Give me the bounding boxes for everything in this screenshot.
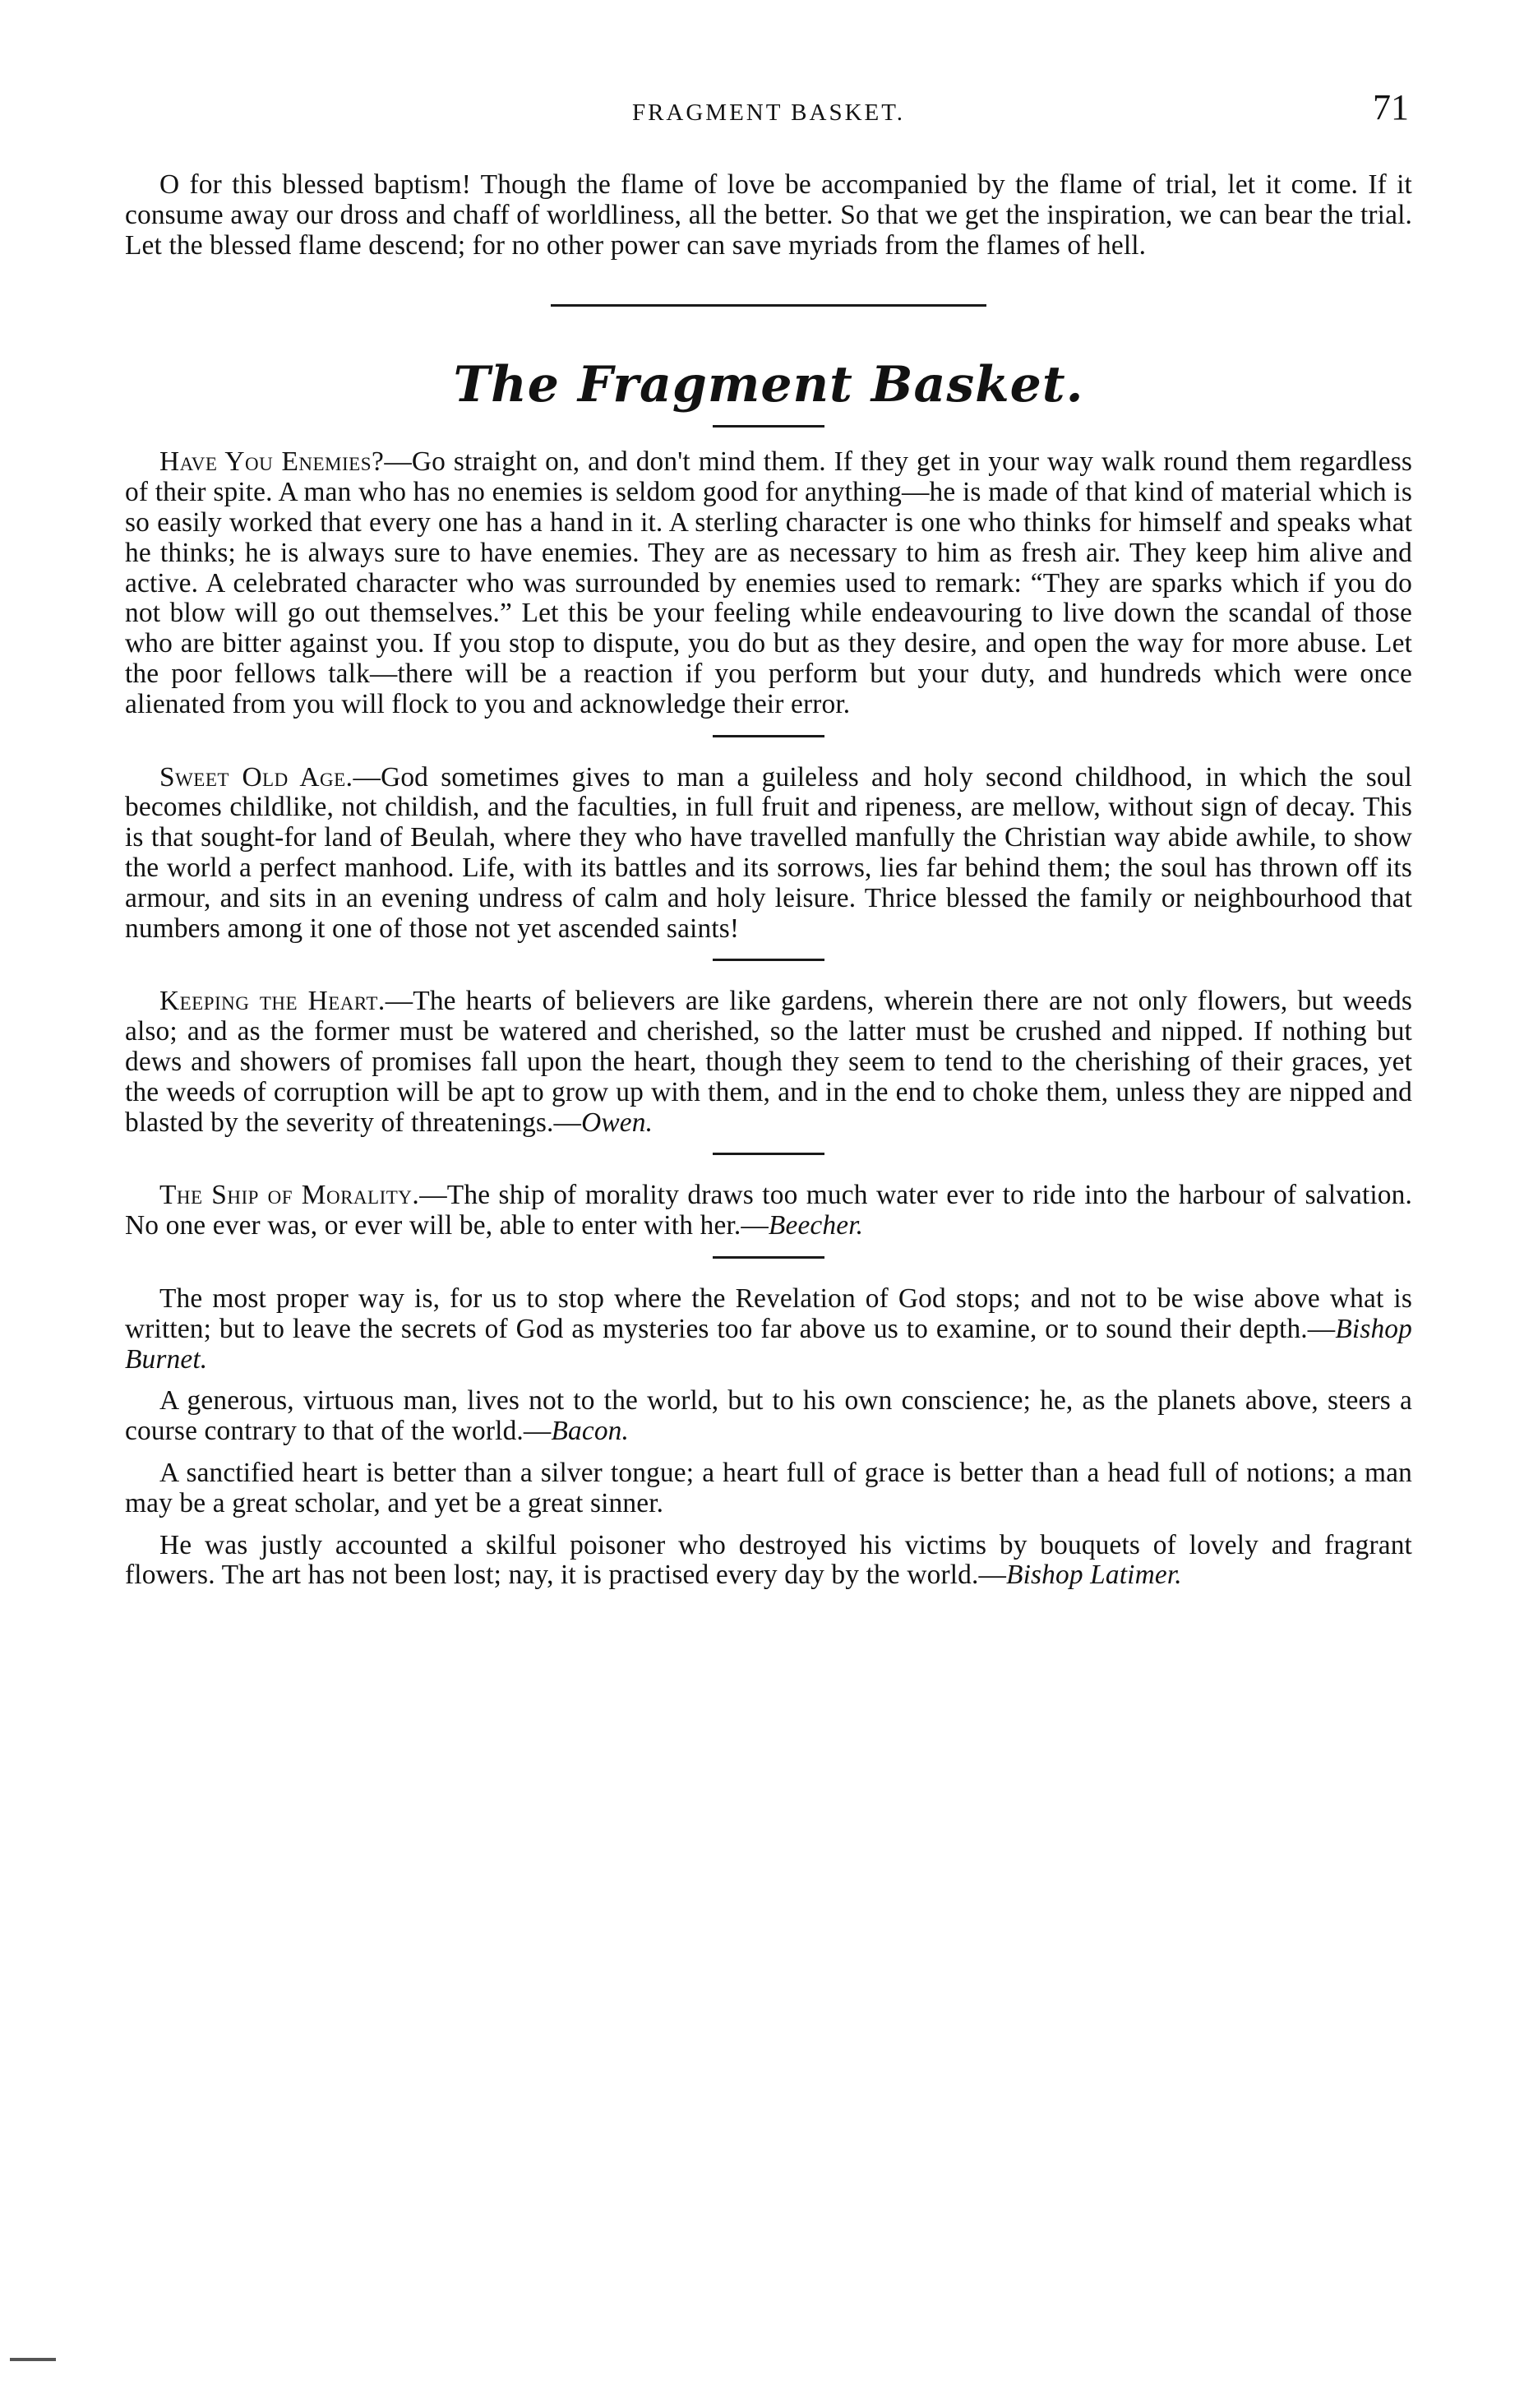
section-title: The Fragment Basket. (453, 356, 1084, 414)
article-attribution: Owen. (581, 1107, 653, 1138)
article-divider (713, 735, 824, 737)
article-divider (713, 1256, 824, 1259)
saying-attribution: Bacon. (551, 1416, 630, 1447)
article-lead: Keeping the Heart. (159, 986, 386, 1017)
saying-paragraph (125, 1284, 1412, 1375)
running-title: FRAGMENT BASKET. (631, 99, 906, 126)
saying-text: A generous, virtuous man, lives not to the world, but to his own conscience; he, as the planets above, steers a course contrary to that of the world.— (125, 1385, 1412, 1447)
article-text: —God sometimes gives to man a guileless and holy second childhood, in which the soul becomes childlike, not childish, and the faculties, in full fruit and ripeness, are mellow, without sign of decay. This is that sought-for land of Beulah, where they who have travelled manfully the Christian way abide awhile, to show the world a perfect manhood. Life, with its battles and its sorrows, lies far behind them; the soul has thrown off its armour, and sits in an evening undress of calm and holy leisure. Thrice blessed the family or neighbourhood that numbers among it one of those not yet ascended saints! (125, 761, 1412, 944)
article-lead: Have You Enemies? (159, 446, 385, 478)
article-morality (125, 1181, 1412, 1241)
margin-ink-mark (10, 2358, 56, 2361)
article-attribution: Beecher. (768, 1210, 864, 1241)
saying-paragraph (125, 1531, 1412, 1592)
saying-text: A sanctified heart is better than a silver tongue; a heart full of grace is better than a head full of notions; a man may be a great scholar, and yet be a great sinner. (125, 1457, 1412, 1518)
article-divider (713, 959, 824, 961)
section-divider (551, 304, 986, 307)
saying-attribution: Bishop Latimer. (1006, 1560, 1182, 1591)
article-divider (713, 1153, 824, 1155)
running-header (125, 86, 1412, 136)
saying-text: He was justly accounted a skilful poisoner who destroyed his victims by bouquets of lovely and fragrant flowers. The art has not been lost; nay, it is practised every day by the world.— (125, 1529, 1412, 1591)
article-text: —Go straight on, and don't mind them. If they get in your way walk round them regardless of their spite. A man who has no enemies is seldom good for anything—he is made of that kind of material which is so easily worked that every one has a hand in it. A sterling character is one who thinks for himself and speaks what he thinks; he is always sure to have enemies. They are as necessary to him as fresh air. They keep him alive and active. A celebrated character who was surrounded by enemies used to remark: “They are sparks which if you do not blow will go out themselves.” Let this be your feeling while endeavouring to live down the scandal of those who are bitter against you. If you stop to dispute, you do but as they desire, and open the way for more abuse. Let the poor fellows talk—there will be a reaction if you perform but your duty, and hundreds which were once alienated from you will flock to you and acknowledge their error. (125, 446, 1412, 719)
intro-paragraph: O for this blessed baptism! Though the flame of love be accompanied by the flame of trial, let it come. If it consume away our dross and chaff of worldliness, all the better. So that we get the inspiration, we can bear the trial. Let the blessed flame descend; for no other power can save myriads from the flames of hell. (125, 169, 1412, 261)
title-underline (713, 425, 824, 428)
saying-attribution: Bishop Burnet. (125, 1313, 1412, 1375)
article-old-age (125, 763, 1412, 945)
article-lead: The Ship of Morality. (159, 1180, 420, 1211)
saying-paragraph (125, 1386, 1412, 1447)
article-heart (125, 987, 1412, 1138)
article-enemies (125, 447, 1412, 719)
page-body (125, 170, 1412, 1591)
page-number: 71 (1373, 87, 1409, 127)
article-lead: Sweet Old Age. (159, 761, 353, 793)
article-text: —The hearts of believers are like gardens, wherein there are not only flowers, but weeds also; and as the former must be watered and cherished, so the latter must be crushed and nipped. If nothing but dews and showers of promises fall upon the heart, though they seem to tend to the cherishing of their graces, yet the weeds of corruption will be apt to grow up with them, and in the end to choke them, unless they are nipped and blasted by the severity of threatenings.— (125, 986, 1412, 1138)
article-text: —The ship of morality draws too much water ever to ride into the harbour of salvation. No one ever was, or ever will be, able to enter with her.— (125, 1180, 1412, 1241)
book-page (125, 78, 1412, 2380)
saying-text: The most proper way is, for us to stop where the Revelation of God stops; and not to be wise above what is written; but to leave the secrets of God as mysteries too far above us to examine, or to sound their depth.— (125, 1283, 1412, 1344)
saying-paragraph (125, 1458, 1412, 1519)
